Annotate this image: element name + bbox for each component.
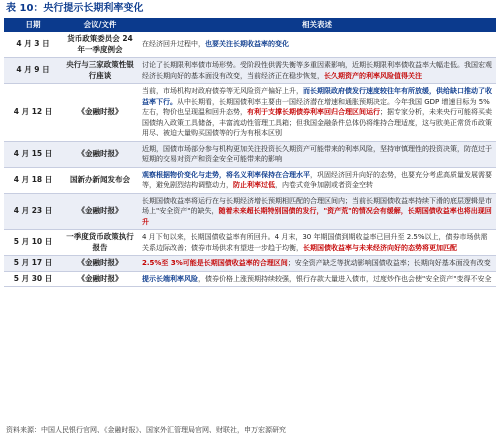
table-body — [4, 32, 496, 287]
row-date: 4 月 15 日 — [4, 141, 62, 167]
row-statement — [138, 84, 496, 142]
row-meeting: 国新办新闻发布会 — [62, 167, 138, 193]
statement-highlight: 有利于支撑长期债券利率回归合理区间运行 — [247, 108, 380, 116]
statement-text: 近期，国债市场部分参与机构更加关注投资长久期资产可能带来的利率风险，坚持审慎理性的投资决策，防范过于短期的交易对资产和资金安全可能带来的影响 — [142, 144, 492, 163]
table-header-row — [4, 18, 496, 32]
row-meeting: 《金融时报》 — [62, 84, 138, 142]
statement-text: ，内卷式竞争加剧或者资金空转 — [275, 181, 373, 189]
source-footnote: 资料来源：中国人民银行官网、《金融时报》、国家外汇管理局官网、财联社，申万宏源研究 — [6, 426, 286, 434]
statement-text: ；安全资产缺乏等扰动影响国债收益率；长期向好基本面没有改变 — [287, 259, 491, 267]
table-row — [4, 256, 496, 272]
statement-text: 长期国债收益率将运行在与长期经济增长预期相匹配的合理区间内；当前长期国债收益率持续下滑的底层逻辑是市场上"安全资产"的缺失， — [142, 196, 492, 215]
row-meeting: 《金融时报》 — [62, 141, 138, 167]
statement-highlight: 观察根据物价变化与走势，将名义利率保持在合理水平 — [142, 170, 310, 179]
statement-highlight: 也要关注长期收益率的变化 — [205, 40, 289, 49]
row-statement — [138, 32, 496, 58]
row-statement — [138, 167, 496, 193]
statement-highlight: 防止利率过低 — [233, 181, 275, 189]
statement-text: ；据专家分析，未来央行可能将买卖国债纳入政策工具储备，丰富流动性管理工具箱；但我国金融条件总体仍将维持合理适度，这与欧美正常货币政策用尽、被迫大量购买国债等的行为有根本区别 — [142, 108, 492, 137]
statement-highlight: 2.5%至 3%可能是长期国债收益率的合理区间 — [142, 259, 288, 267]
header-meeting: 会议/文件 — [62, 18, 138, 32]
row-statement — [138, 58, 496, 84]
row-meeting: 《金融时报》 — [62, 193, 138, 230]
statement-text: ，巩固经济回升向好的态势，也要充分考虑高质量发展需要等，避免剧烈结构调整动力， — [142, 170, 492, 189]
row-date: 4 月 9 日 — [4, 58, 62, 84]
table-row — [4, 271, 496, 287]
statement-highlight: 提示长端利率风险 — [142, 274, 198, 283]
row-date: 5 月 17 日 — [4, 256, 62, 272]
row-statement — [138, 256, 496, 272]
row-date: 4 月 3 日 — [4, 32, 62, 58]
table-row — [4, 32, 496, 58]
header-statement: 相关表述 — [138, 18, 496, 32]
statement-text: ，债券价格上涨预期持续较强，银行存款大量进入债市，过度炒作也会使"安全资产"变得不安全 — [198, 274, 492, 283]
policy-table — [4, 18, 496, 287]
statement-highlight: 长久期资产的利率风险值得关注 — [324, 71, 422, 80]
row-statement — [138, 193, 496, 230]
row-meeting: 《金融时报》 — [62, 256, 138, 272]
table-row — [4, 141, 496, 167]
row-date: 4 月 12 日 — [4, 84, 62, 142]
table-row — [4, 167, 496, 193]
table-row — [4, 84, 496, 142]
table-title — [6, 2, 143, 16]
statement-text: 讨论了长期限利率债市场形势。受阶段性供需失衡等多重因素影响，近期长期限利率债收益率大幅走低。我国宏观经济长期向好的基本面没有改变，当前经济正在稳步恢复， — [142, 61, 492, 80]
statement-highlight: 长期国债收益率与未来经济向好的态势将更加匹配 — [303, 243, 457, 252]
row-meeting: 《金融时报》 — [62, 271, 138, 287]
table-row — [4, 193, 496, 230]
statement-text: 在经济回升过程中， — [142, 40, 205, 49]
statement-text: 当前，市场机构对政府债券等无风险资产偏好上升， — [142, 87, 303, 95]
row-statement — [138, 230, 496, 256]
row-date: 4 月 23 日 — [4, 193, 62, 230]
row-date: 5 月 10 日 — [4, 230, 62, 256]
row-meeting: 一季度货币政策执行报告 — [62, 230, 138, 256]
row-meeting: 央行与三家政策性银行座谈 — [62, 58, 138, 84]
row-meeting: 货币政策委员会 24 年一季度例会 — [62, 32, 138, 58]
statement-text: 从中长期看，长期国债利率主要由一国经济潜在增速和通胀预期决定。今年我国 GDP 增速目标为 5%左右，物价也呈现温和回升态势， — [142, 97, 490, 116]
statement-highlight: 随着未来超长期特别国债的发行，"资产荒"的情况会有缓解，长期国债收益率也将出现回升 — [142, 207, 492, 226]
row-statement — [138, 141, 496, 167]
statement-text: 4 月下旬以来，长期国债收益率有所回升。4 月末，30 年期国债到期收益率已回升至 2.5%以上，债券市场供需关系边际改善；债券市场供求有望进一步趋于均衡， — [142, 233, 488, 252]
row-date: 5 月 30 日 — [4, 271, 62, 287]
statement-highlight: 而长期限政府债发行速度较往年有所放缓，供给缺口推动了收益率下行。 — [142, 87, 492, 106]
table-title-text: 表 10：央行提示长期利率变化 — [6, 3, 144, 14]
row-date: 4 月 18 日 — [4, 167, 62, 193]
table-row — [4, 230, 496, 256]
header-date: 日期 — [4, 18, 62, 32]
table-row — [4, 58, 496, 84]
row-statement — [138, 271, 496, 287]
